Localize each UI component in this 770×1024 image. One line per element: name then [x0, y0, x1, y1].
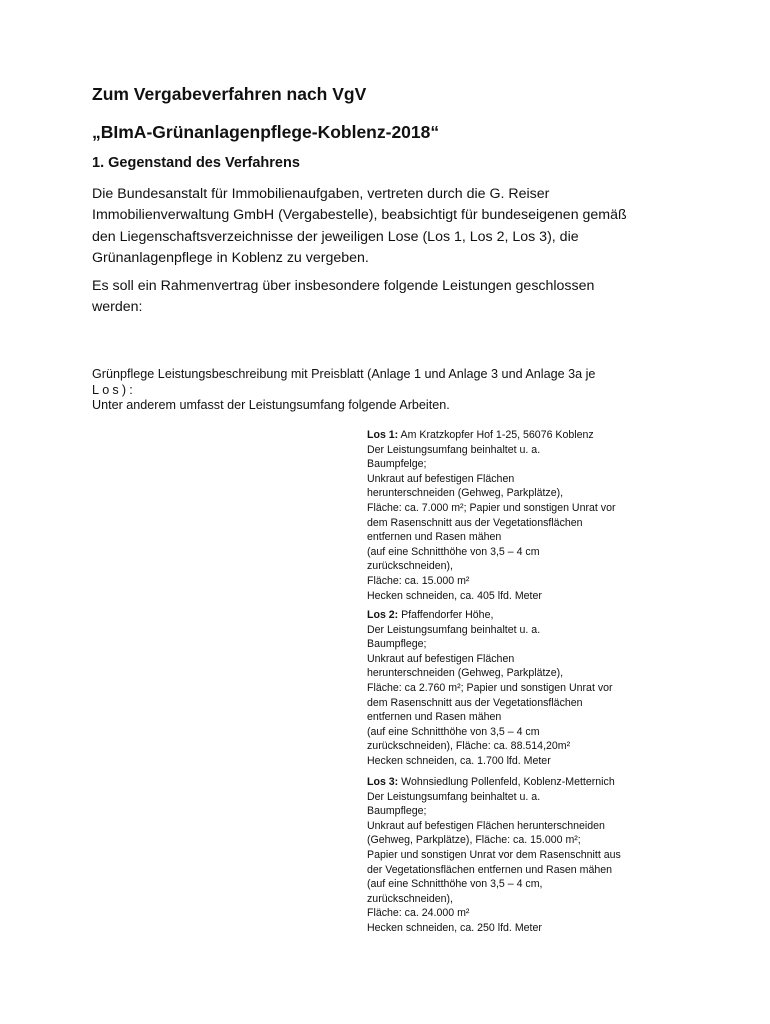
lot-line: dem Rasenschnitt aus der Vegetationsflächen: [367, 516, 583, 529]
lot-line: Der Leistungsumfang beinhaltet u. a.: [367, 623, 541, 636]
lot-label: Los 1:: [367, 429, 399, 441]
lot-line: (auf eine Schnitthöhe von 3,5 – 4 cm: [367, 545, 540, 558]
intro-line: Grünanlagenpflege in Koblenz zu vergeben.: [92, 249, 369, 266]
greenery-line: Grünpflege Leistungsbeschreibung mit Preisblatt (Anlage 1 und Anlage 3 und Anlage 3a je: [92, 367, 596, 381]
lot-line: Unkraut auf befestigen Flächen: [367, 652, 515, 665]
lot-line: Der Leistungsumfang beinhaltet u. a.: [367, 443, 541, 456]
lot-line: (auf eine Schnitthöhe von 3,5 – 4 cm: [367, 725, 540, 738]
lot-line: Fläche: ca. 7.000 m²; Papier und sonstigen Unrat vor: [367, 501, 616, 514]
lot-label: Los 2:: [367, 609, 399, 621]
document-subheading: „BImA-Grünanlagenpflege-Koblenz-2018“: [92, 122, 440, 142]
lot-line: zurückschneiden),: [367, 892, 453, 905]
lot-line: (Gehweg, Parkplätze), Fläche: ca. 15.000 m²;: [367, 834, 581, 847]
intro-line: Die Bundesanstalt für Immobilienaufgaben, vertreten durch die G. Reiser: [92, 186, 550, 202]
lot-line: Papier und sonstigen Unrat vor dem Rasenschnitt aus: [367, 848, 621, 861]
lot-line: Hecken schneiden, ca. 250 lfd. Meter: [367, 921, 542, 934]
lot-1-block: [367, 428, 697, 603]
lot-line: Fläche: ca 2.760 m²; Papier und sonstigen Unrat vor: [367, 681, 613, 694]
lot-line: Hecken schneiden, ca. 1.700 lfd. Meter: [367, 754, 551, 767]
framework-line: werden:: [92, 299, 143, 316]
document-heading: Zum Vergabeverfahren nach VgV: [92, 84, 367, 104]
lot-line: herunterschneiden (Gehweg, Parkplätze),: [367, 667, 564, 680]
lot-line: Fläche: ca. 15.000 m²: [367, 574, 470, 587]
section-title: 1. Gegenstand des Verfahrens: [92, 155, 300, 171]
lot-line: entfernen und Rasen mähen: [367, 711, 502, 724]
lot-2-block: [367, 608, 697, 769]
framework-line: Es soll ein Rahmenvertrag über insbesondere folgende Leistungen geschlossen: [92, 278, 595, 294]
lot-line: entfernen und Rasen mähen: [367, 531, 502, 544]
lot-line: Unkraut auf befestigen Flächen: [367, 472, 515, 485]
lot-line: zurückschneiden), Fläche: ca. 88.514,20m²: [367, 740, 571, 753]
lot-line: Der Leistungsumfang beinhaltet u. a.: [367, 790, 541, 803]
lot-line: zurückschneiden),: [367, 560, 453, 573]
lot-line: herunterschneiden (Gehweg, Parkplätze),: [367, 487, 564, 500]
lot-line: (auf eine Schnitthöhe von 3,5 – 4 cm,: [367, 878, 543, 891]
lot-line: Unkraut auf befestigen Flächen herunterschneiden: [367, 819, 605, 832]
greenery-line: Unter anderem umfasst der Leistungsumfang folgende Arbeiten.: [92, 398, 450, 412]
framework-paragraph: [92, 276, 692, 319]
greenery-paragraph: [92, 367, 692, 414]
intro-line: den Liegenschaftsverzeichnisse der jeweiligen Lose (Los 1, Los 2, Los 3), die: [92, 228, 579, 245]
lot-3-block: [367, 775, 697, 936]
lot-line: Hecken schneiden, ca. 405 lfd. Meter: [367, 589, 542, 602]
lot-line: Baumpflege;: [367, 805, 427, 818]
greenery-line: Los):: [92, 382, 136, 397]
lot-line: Baumpflege;: [367, 638, 427, 651]
lot-line: Baumpfelge;: [367, 458, 427, 471]
lot-2-title: [367, 608, 697, 623]
lot-line: dem Rasenschnitt aus der Vegetationsflächen: [367, 696, 583, 709]
lot-line: der Vegetationsflächen entfernen und Rasen mähen: [367, 863, 613, 876]
lot-location: Pfaffendorfer Höhe,: [398, 609, 494, 621]
intro-paragraph: [92, 184, 692, 269]
intro-line: Immobilienverwaltung GmbH (Vergabestelle), beabsichtigt für bundeseigenen gemäß: [92, 207, 627, 224]
lot-1-title: [367, 428, 697, 443]
lot-line: Fläche: ca. 24.000 m²: [367, 907, 470, 920]
lot-label: Los 3:: [367, 776, 399, 788]
lot-location: Wohnsiedlung Pollenfeld, Koblenz-Metternich: [398, 776, 615, 788]
lot-3-title: [367, 775, 697, 790]
lot-location: Am Kratzkopfer Hof 1-25, 56076 Koblenz: [398, 429, 594, 441]
